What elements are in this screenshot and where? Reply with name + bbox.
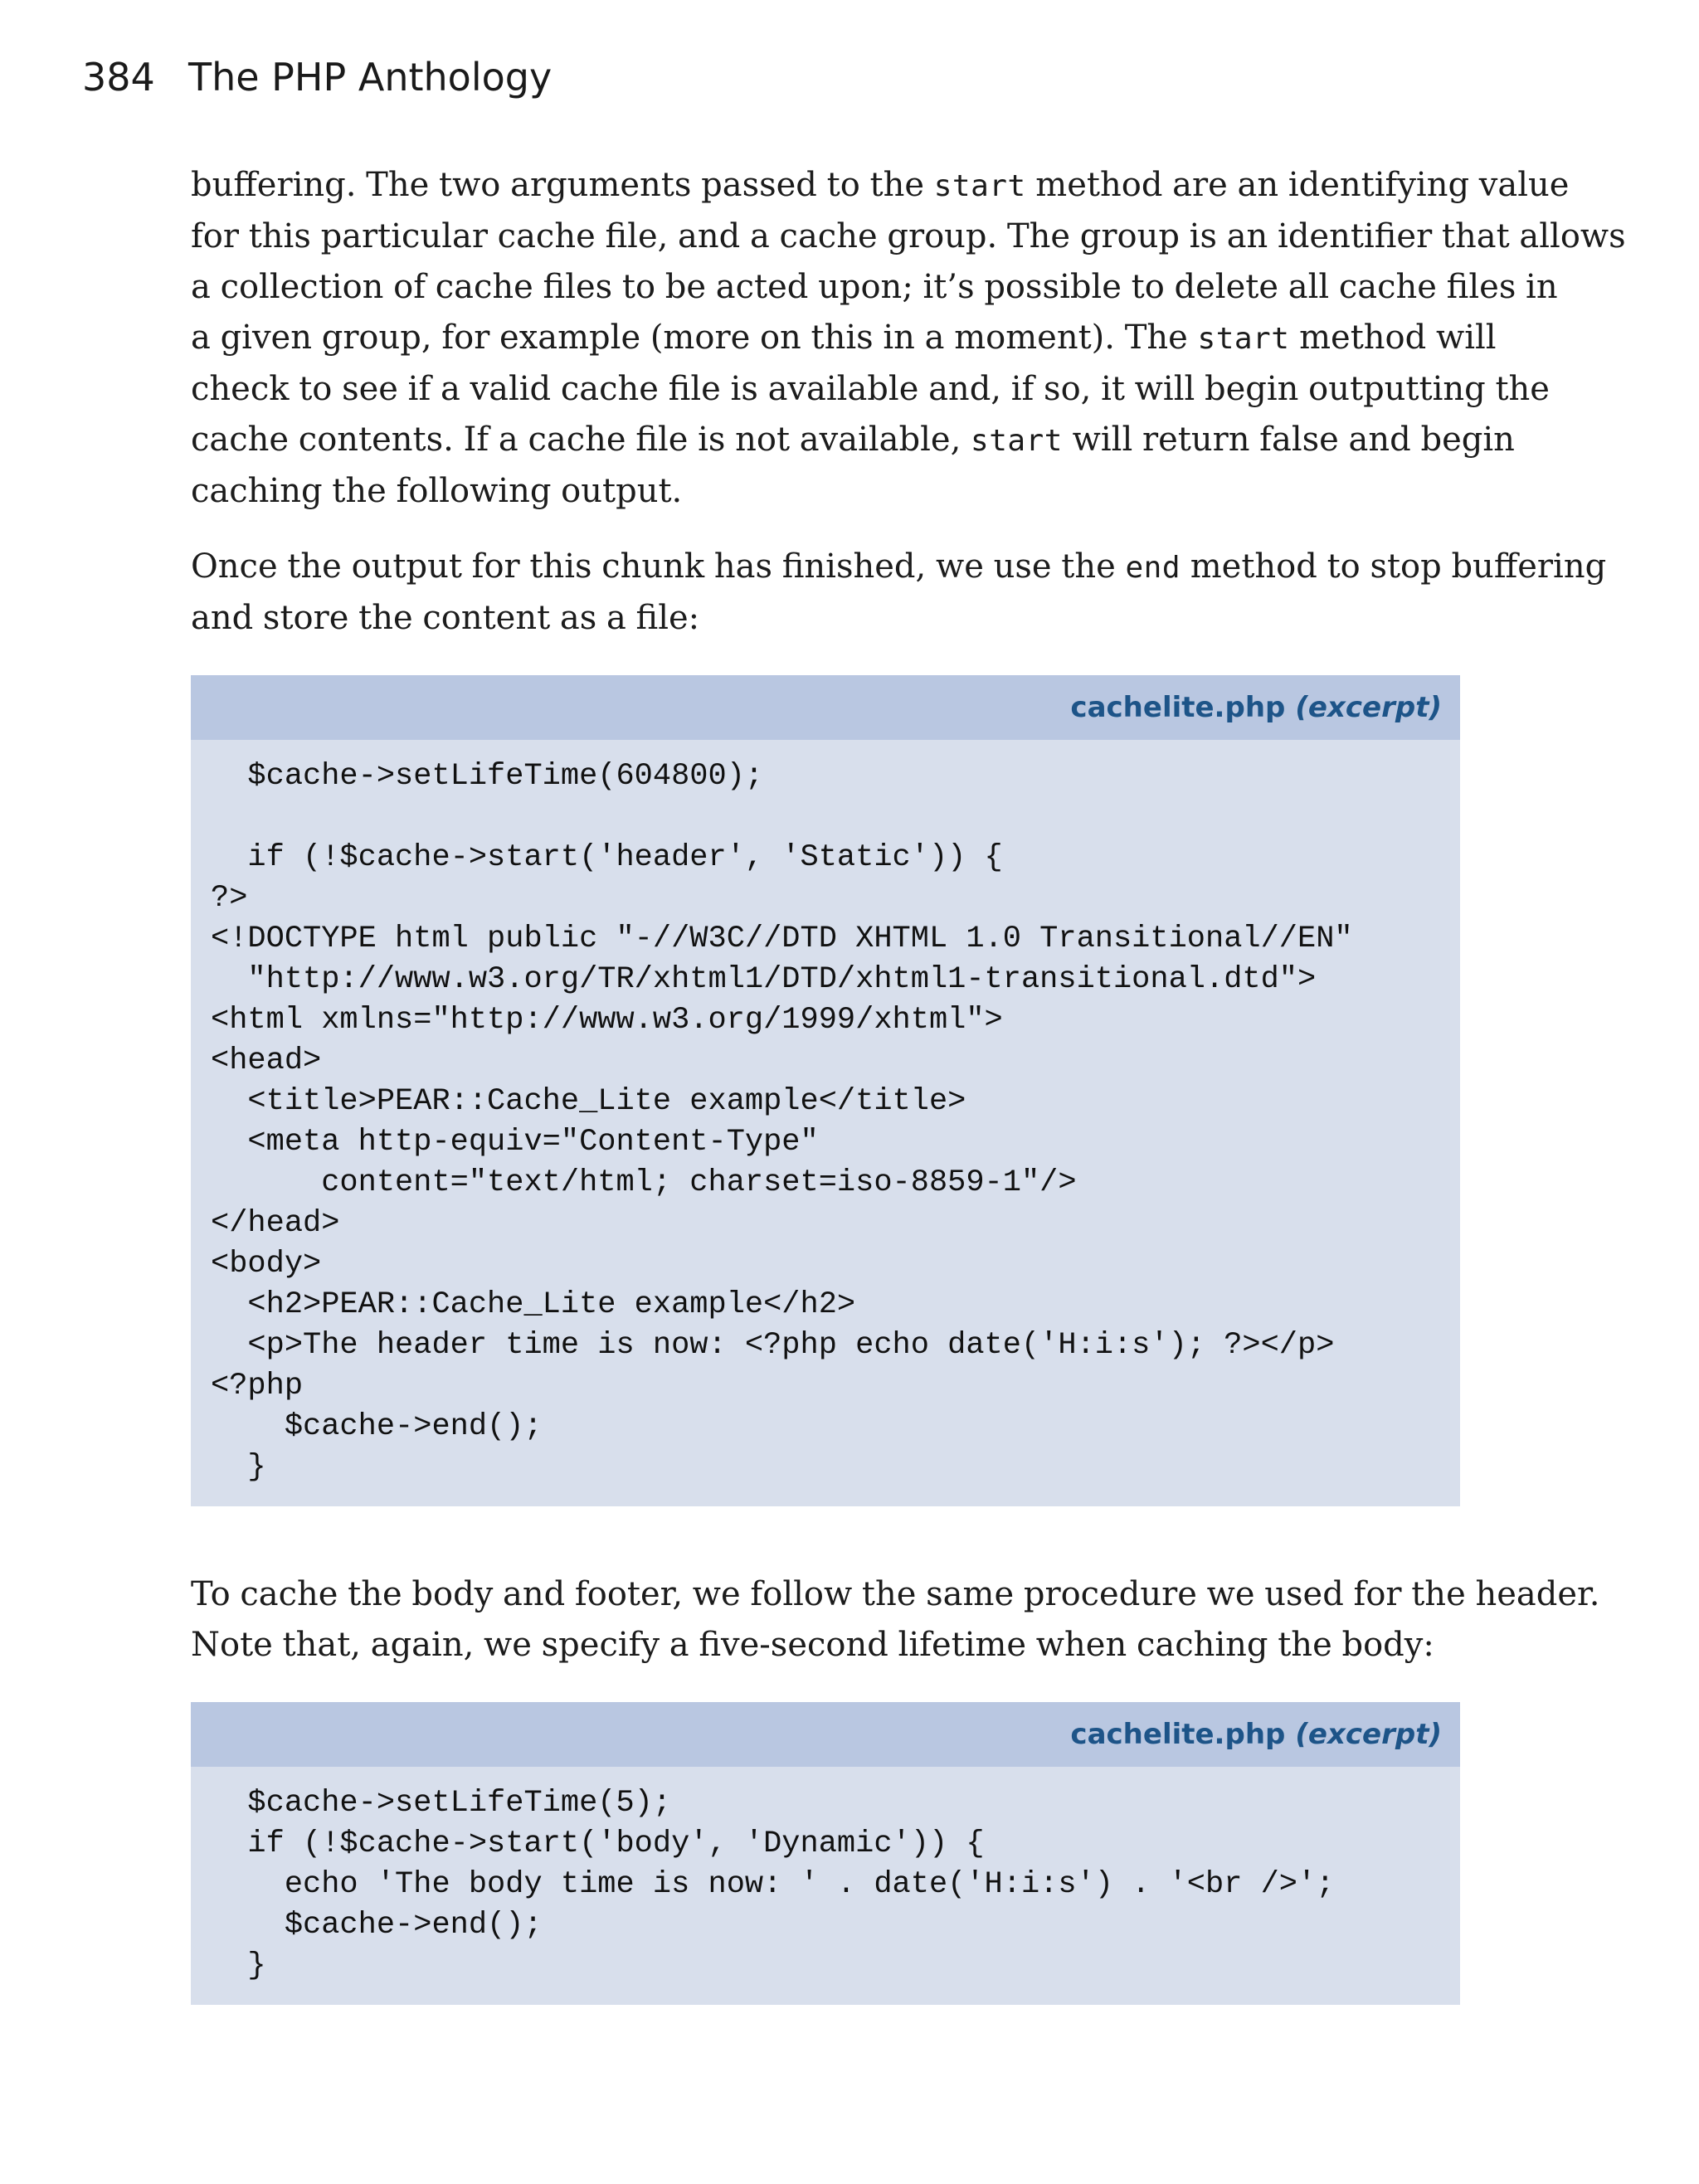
page-body (191, 160, 1626, 2005)
code-listing-filename: cachelite.php (1070, 1718, 1286, 1751)
book-title: The PHP Anthology (188, 55, 553, 100)
code-line (211, 797, 1460, 838)
text-line (191, 466, 1460, 517)
code-line: <p>The header time is now: <?php echo date('H:i:s'); ?></p> (211, 1328, 1335, 1363)
inline-code: end (1125, 551, 1181, 585)
code-listing-body-cache (191, 1702, 1460, 2005)
text-run: and store the content as a file: (191, 599, 700, 637)
code-line: <h2>PEAR::Cache_Lite example</h2> (211, 1287, 856, 1322)
text-line (191, 1569, 1600, 1620)
code-listing-text (191, 1767, 1460, 2005)
text-run: will return false and begin (1062, 421, 1515, 459)
text-run: cache contents. If a cache file is not available, (191, 421, 971, 459)
text-run: a given group, for example (more on this in a moment). The (191, 319, 1198, 357)
inline-code: start (1197, 322, 1290, 356)
text-line (191, 415, 1515, 466)
code-line: if (!$cache->start('header', 'Static')) { (211, 840, 1003, 875)
code-line: } (211, 1948, 266, 1983)
text-line (191, 593, 1460, 644)
code-listing-header-cache (191, 675, 1460, 1506)
code-line: <!DOCTYPE html public "-//W3C//DTD XHTML 1.0 Transitional//EN" (211, 922, 1353, 956)
text-line (191, 262, 1558, 313)
text-line (191, 313, 1497, 364)
text-line (191, 542, 1607, 593)
code-listing-filename: cachelite.php (1070, 691, 1286, 724)
inline-code: start (971, 424, 1063, 458)
code-listing-caption (191, 1702, 1460, 1767)
code-line: <?php (211, 1369, 304, 1403)
text-run: Note that, again, we specify a five-second lifetime when caching the body: (191, 1626, 1434, 1664)
code-line: </head> (211, 1206, 340, 1241)
code-listing-excerpt-label: (excerpt) (1295, 1718, 1442, 1751)
code-line: ?> (211, 881, 248, 916)
code-line: } (211, 1450, 266, 1485)
running-header (82, 48, 552, 106)
text-run: buffering. The two arguments passed to the (191, 166, 934, 204)
text-run: a collection of cache files to be acted upon; it’s possible to delete all cache files in (191, 268, 1558, 306)
text-line (191, 364, 1550, 415)
text-run: for this particular cache file, and a cache group. The group is an identifier that allows (191, 217, 1626, 255)
page-number: 384 (82, 55, 155, 100)
text-run: method will (1289, 319, 1497, 357)
code-listing-caption (191, 675, 1460, 740)
code-line: $cache->setLifeTime(604800); (211, 759, 764, 794)
code-line: <title>PEAR::Cache_Lite example</title> (211, 1084, 966, 1119)
text-run: method are an identifying value (1025, 166, 1570, 204)
text-run: caching the following output. (191, 472, 683, 510)
text-run: To cache the body and footer, we follow the same procedure we used for the header. (191, 1575, 1600, 1613)
code-line: content="text/html; charset=iso-8859-1"/> (211, 1165, 1077, 1200)
code-line: <meta http-equiv="Content-Type" (211, 1125, 819, 1160)
code-line: <html xmlns="http://www.w3.org/1999/xhtml"> (211, 1003, 1003, 1038)
code-listing-excerpt-label: (excerpt) (1295, 691, 1442, 724)
text-line (191, 160, 1570, 212)
code-line: echo 'The body time is now: ' . date('H:i:s') . '<br />'; (211, 1867, 1335, 1902)
text-run: check to see if a valid cache file is available and, if so, it will begin outputting the (191, 370, 1550, 408)
paragraph-cache-body (191, 1569, 1600, 1671)
code-line: <body> (211, 1247, 322, 1282)
text-run: method to stop buffering (1181, 547, 1607, 586)
text-line (191, 1620, 1460, 1671)
code-line: $cache->end(); (211, 1908, 543, 1943)
inline-code: start (933, 169, 1026, 203)
paragraph-cache-end (191, 542, 1607, 644)
code-line: $cache->setLifeTime(5); (211, 1786, 672, 1821)
code-line: $cache->end(); (211, 1409, 543, 1444)
code-listing-text (191, 740, 1460, 1506)
paragraph-cache-start (191, 160, 1626, 517)
code-line: if (!$cache->start('body', 'Dynamic')) { (211, 1826, 985, 1861)
text-line (191, 212, 1626, 262)
text-run: Once the output for this chunk has finished, we use the (191, 547, 1126, 586)
code-line: "http://www.w3.org/TR/xhtml1/DTD/xhtml1-transitional.dtd"> (211, 962, 1317, 997)
code-line: <head> (211, 1043, 322, 1078)
